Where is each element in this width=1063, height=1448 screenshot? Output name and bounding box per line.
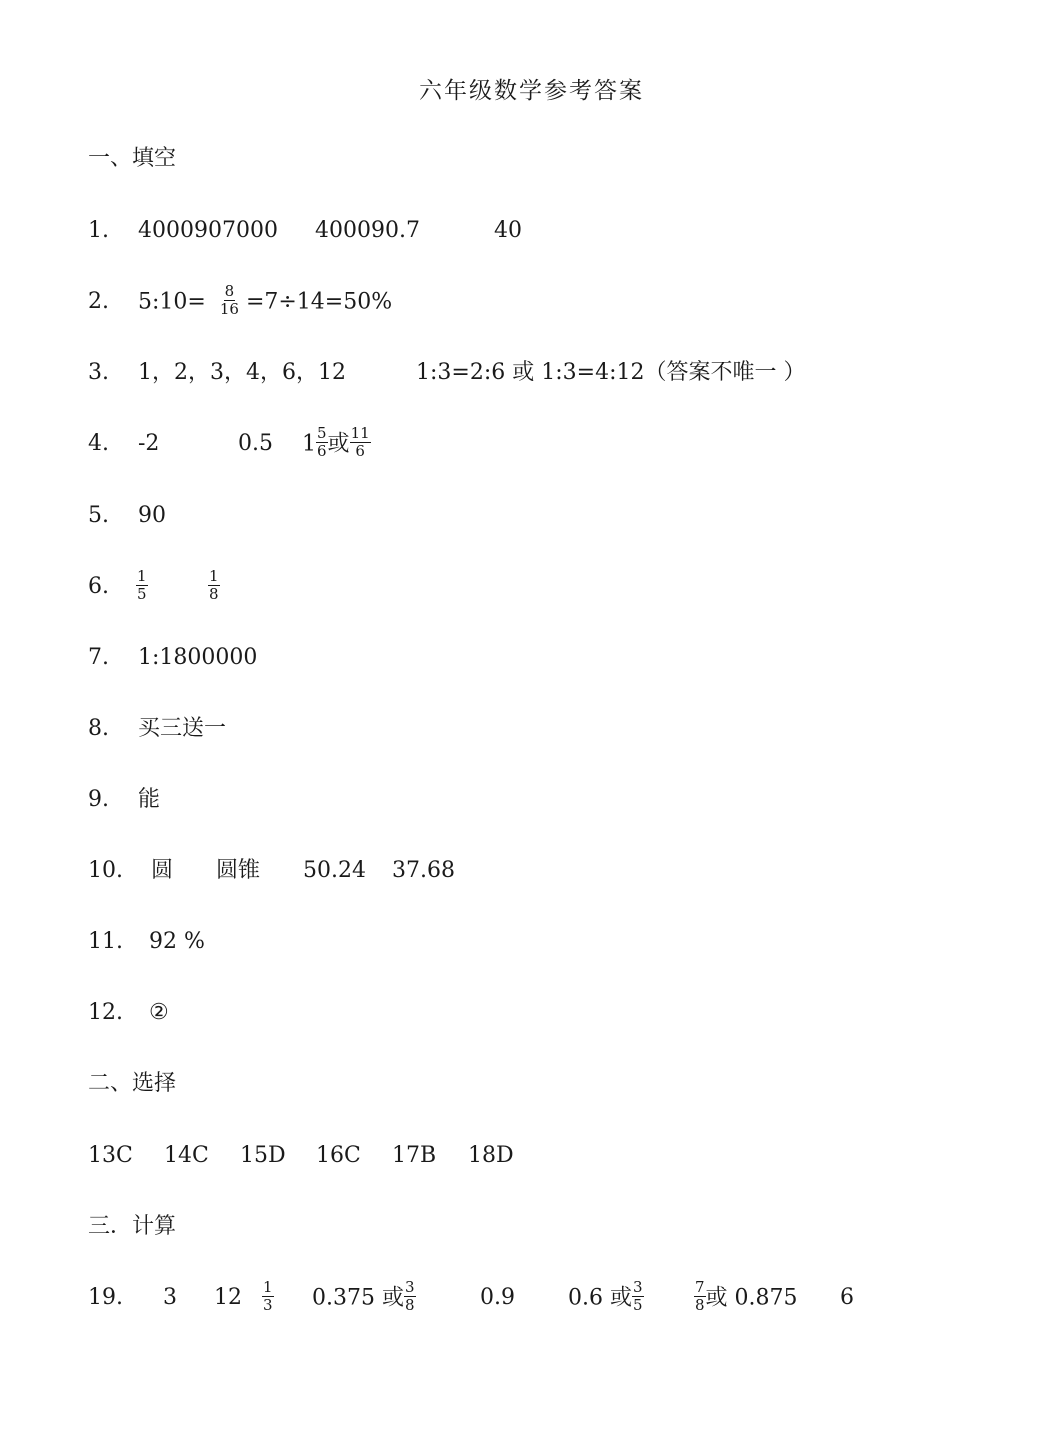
answer-expression [138,282,393,320]
answer-expression [312,1278,416,1316]
numerator: 7 [695,1278,705,1296]
expression-prefix: 5:10= [138,289,206,315]
answer-value: 0.6 或 [568,1285,632,1311]
fraction [208,568,220,603]
answer-value: 90 [138,503,166,528]
question-number: 19. [88,1285,123,1310]
section-heading-text: 三．计算 [88,1214,177,1239]
answer-value: 1:1800000 [138,645,258,670]
numerator: 11 [350,424,370,442]
answer-value: 50.24 [303,858,366,883]
question-number: 1. [88,218,109,243]
answer-value: 6 [840,1285,854,1310]
page-title: 六年级数学参考答案 [419,78,644,104]
choice-answer: 17B [392,1143,437,1168]
fraction [262,1279,274,1314]
denominator: 5 [137,585,147,603]
or-text: 或 [327,431,350,457]
answer-expression [568,1278,644,1316]
choice-answer: 14C [164,1143,209,1168]
fraction [632,1279,644,1314]
fraction-wrap [208,567,220,605]
question-number: 4. [88,431,109,456]
denominator: 5 [632,1296,643,1314]
numerator: 3 [632,1278,643,1296]
fraction-wrap [262,1278,274,1316]
section-heading-text: 一、填空 [88,146,177,171]
numerator: 1 [209,567,219,585]
answer-value: 能 [138,787,161,812]
choice-answer: 18D [468,1143,514,1168]
answer-value: 0.375 或 [312,1285,404,1311]
answer-expression [694,1278,798,1316]
question-number: 8. [88,716,109,741]
answer-value: 3 [163,1285,177,1310]
question-number: 5. [88,503,109,528]
answer-value: 圆锥 [216,858,261,883]
question-number: 6. [88,574,109,599]
choice-answer: 16C [316,1143,361,1168]
answer-value: 1:3=2:6 或 1:3=4:12（答案不唯一 ） [416,360,806,385]
whole-part: 1 [302,431,316,457]
answer-value: 400090.7 [315,218,420,243]
fraction-wrap [136,567,148,605]
fraction [136,568,148,603]
choice-answer: 13C [88,1143,133,1168]
answer-value: 买三送一 [138,716,227,741]
fraction [350,425,371,460]
answer-mixed-number [302,424,371,462]
expression-suffix: =7÷14=50% [245,289,393,315]
denominator: 8 [695,1296,705,1314]
fraction [404,1279,416,1314]
numerator: 1 [137,567,147,585]
denominator: 6 [355,442,365,460]
numerator: 8 [224,282,235,300]
denominator: 3 [263,1296,273,1314]
answer-value: 0.9 [480,1285,515,1310]
question-number: 3. [88,360,109,385]
answer-value: 圆 [151,858,174,883]
question-number: 9. [88,787,109,812]
question-number: 7. [88,645,109,670]
answer-value: 0.5 [238,431,273,456]
answer-value: 40 [494,218,522,243]
denominator: 8 [404,1296,415,1314]
section-heading-choice [88,1067,176,1101]
question-number: 2. [88,289,109,314]
question-number: 10. [88,858,123,883]
answer-value: 1，2，3，4，6，12 [138,360,346,385]
denominator: 8 [209,585,219,603]
fraction [694,1279,706,1314]
fraction [316,425,328,460]
numerator: 5 [317,424,327,442]
answer-value: 37.68 [392,858,455,883]
answer-value: 或 0.875 [705,1285,798,1311]
answer-value: 92 % [149,929,205,954]
numerator: 1 [263,1278,273,1296]
fraction [219,283,240,318]
answer-value: ② [149,1000,169,1025]
question-number: 11. [88,929,123,954]
denominator: 16 [219,300,239,318]
denominator: 6 [317,442,327,460]
section-heading-fill-blank [88,142,176,176]
section-heading-text: 二、选择 [88,1071,177,1096]
section-heading-calculation [88,1210,176,1244]
question-number: 12. [88,1000,123,1025]
choice-answer: 15D [240,1143,286,1168]
answer-value: -2 [138,431,160,456]
answer-value: 4000907000 [138,218,278,243]
answer-value: 12 [214,1285,242,1310]
numerator: 3 [404,1278,415,1296]
